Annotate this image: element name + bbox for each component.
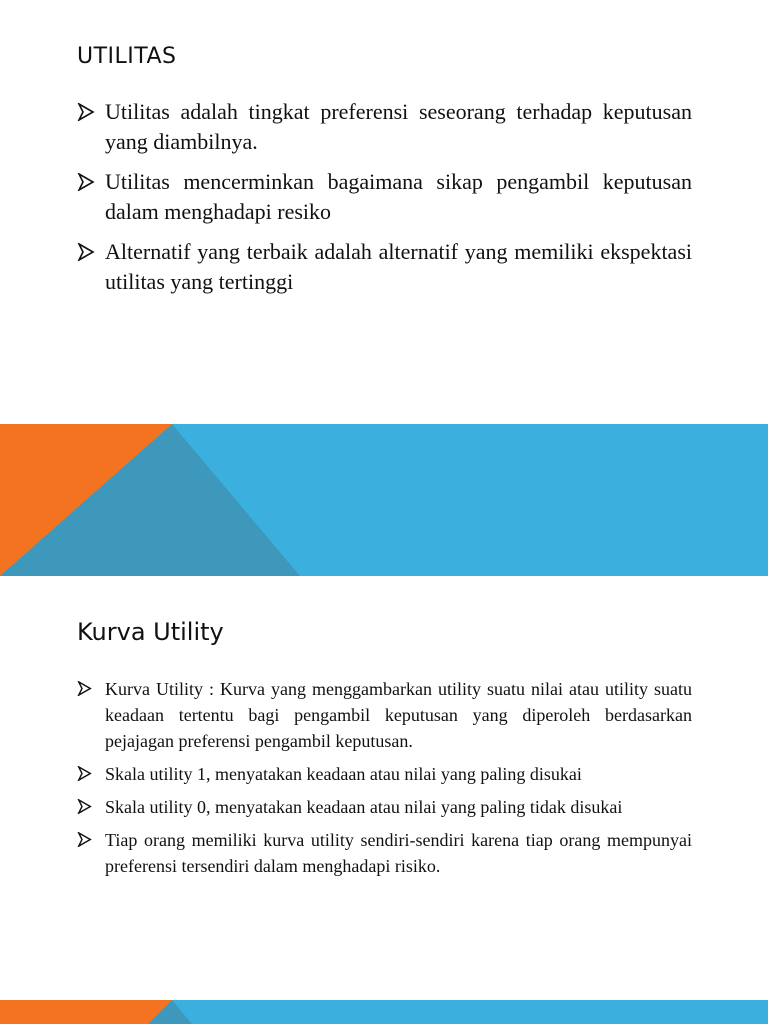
bullet-list [77,676,692,886]
bullet-text: Utilitas mencerminkan bagaimana sikap pengambil keputusan dalam menghadapi resiko [105,169,692,224]
decorative-band-bottom [0,1000,768,1024]
arrow-bullet-icon [77,832,92,847]
band-orange-triangle [0,1000,172,1024]
slide-title: Kurva Utility [77,618,224,646]
bullet-list [77,97,692,307]
bullet-text: Tiap orang memiliki kurva utility sendiri-sendiri karena tiap orang mempunyai preferensi tersendiri dalam menghadapi risiko. [105,830,692,876]
arrow-bullet-icon [77,173,95,191]
bullet-item [77,167,692,227]
bullet-item [77,237,692,297]
slide-title: UTILITAS [77,44,177,69]
arrow-bullet-icon [77,103,95,121]
arrow-bullet-icon [77,766,92,781]
bullet-item [77,97,692,157]
arrow-bullet-icon [77,681,92,696]
arrow-bullet-icon [77,243,95,261]
bullet-text: Skala utility 1, menyatakan keadaan atau nilai yang paling disukai [105,764,582,784]
slide-kurva-utility [0,576,768,1000]
bullet-text: Skala utility 0, menyatakan keadaan atau nilai yang paling tidak disukai [105,797,623,817]
arrow-bullet-icon [77,799,92,814]
bullet-item [77,676,692,754]
bullet-item [77,794,692,820]
bullet-item [77,761,692,787]
bullet-text: Kurva Utility : Kurva yang menggambarkan utility suatu nilai atau utility suatu keadaan tertentu bagi pengambil keputusan yang diperoleh berdasarkan pejajagan preferensi pengambil keputusan. [105,679,692,751]
bullet-text: Alternatif yang terbaik adalah alternatif yang memiliki ekspektasi utilitas yang tertinggi [105,239,692,294]
decorative-band [0,424,768,576]
bullet-text: Utilitas adalah tingkat preferensi seseorang terhadap keputusan yang diambilnya. [105,99,692,154]
bullet-item [77,827,692,879]
slide-utilitas [0,0,768,424]
